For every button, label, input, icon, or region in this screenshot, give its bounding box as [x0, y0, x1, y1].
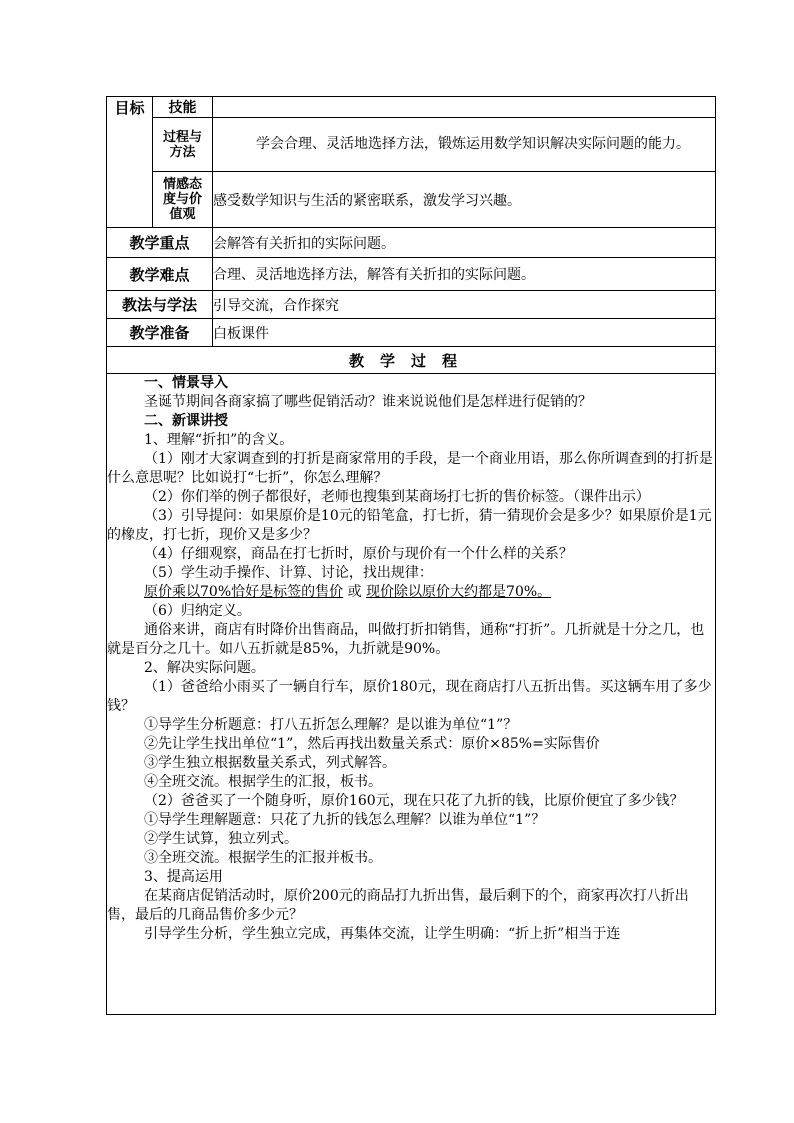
paragraph: 引导学生分析，学生独立完成，再集体交流，让学生明确：“折上折”相当于连	[144, 926, 621, 942]
paragraph: ①导学生理解题意：只花了九折的钱怎么理解？以谁为单位“1”？	[144, 812, 546, 828]
paragraph: （2）你们举的例子都很好，老师也搜集到某商场打七折的售价标签。（课件出示）	[144, 489, 650, 505]
preparation-value: 白板课件	[213, 319, 716, 347]
rule-b: 现价除以原价大约都是70%。	[366, 584, 552, 600]
rule-line	[107, 583, 715, 602]
paragraph: ③学生独立根据数量关系式，列式解答。	[144, 755, 396, 771]
key-point-label: 教学重点	[107, 228, 213, 258]
preparation-label: 教学准备	[107, 319, 213, 347]
rule-or: 或	[347, 584, 362, 600]
process-content	[107, 374, 716, 1015]
paragraph: （1）爸爸给小雨买了一辆自行车，原价180元，现在商店打八五折出售。买这辆车用了多少钱？	[107, 679, 712, 714]
subheading: 2、解决实际问题。	[144, 660, 265, 676]
difficulty-value: 合理、灵活地选择方法，解答有关折扣的实际问题。	[213, 258, 716, 291]
rule-a: 原价乘以70%恰好是标签的售价	[144, 584, 344, 600]
difficulty-label: 教学难点	[107, 258, 213, 291]
paragraph: 通俗来讲，商店有时降价出售商品，叫做打折扣销售，通称“打折”。几折就是十分之几，也就是百分之几十。如八五折就是85%，九折就是90%。	[107, 622, 705, 657]
lesson-plan-table	[106, 96, 716, 1015]
paragraph: （2）爸爸买了一个随身听，原价160元，现在只花了九折的钱，比原价便宜了多少钱？	[144, 793, 684, 809]
key-point-value: 会解答有关折扣的实际问题。	[213, 228, 716, 258]
paragraph: ②学生试算，独立列式。	[144, 831, 298, 847]
goals-label: 目标	[107, 97, 153, 228]
emotion-label: 情感态度与价值观	[153, 172, 213, 228]
subheading: 3、提高运用	[144, 869, 223, 885]
paragraph: 圣诞节期间各商家搞了哪些促销活动？谁来说说他们是怎样进行促销的？	[144, 394, 592, 410]
section-heading: 一、情景导入	[144, 375, 228, 391]
method-label: 教法与学法	[107, 291, 213, 319]
paragraph: （3）引导提问：如果原价是10元的铅笔盒，打七折，猜一猜现价会是多少？如果原价是1元的橡皮，打七折，现价又是多少？	[107, 508, 712, 543]
paragraph: ②先让学生找出单位“1”，然后再找出数量关系式：原价×85%=实际售价	[144, 736, 600, 752]
process-title: 教学过程	[107, 347, 716, 374]
section-heading: 二、新课讲授	[144, 413, 228, 429]
paragraph: 在某商店促销活动时，原价200元的商品打九折出售，最后剩下的个，商家再次打八折出售，最后的几商品售价多少元？	[107, 888, 689, 923]
paragraph: （5）学生动手操作、计算、讨论，找出规律：	[144, 565, 433, 581]
paragraph: （1）刚才大家调查到的打折是商家常用的手段，是一个商业用语，那么你所调查到的打折是什么意思呢？比如说打“七折”，你怎么理解？	[107, 451, 713, 486]
paragraph: （4）仔细观察，商品在打七折时，原价与现价有一个什么样的关系？	[144, 546, 573, 562]
method-value: 引导交流，合作探究	[213, 291, 716, 319]
skill-value	[213, 97, 716, 118]
emotion-value: 感受数学知识与生活的紧密联系，激发学习兴趣。	[213, 172, 716, 228]
paragraph: ①导学生分析题意：打八五折怎么理解？是以谁为单位“1”？	[144, 717, 518, 733]
subheading: 1、理解“折扣”的含义。	[144, 432, 294, 448]
paragraph: ③全班交流。根据学生的汇报并板书。	[144, 850, 382, 866]
paragraph: ④全班交流。根据学生的汇报，板书。	[144, 774, 382, 790]
process-method-value: 学会合理、灵活地选择方法，锻炼运用数学知识解决实际问题的能力。	[213, 118, 716, 172]
process-method-label: 过程与方法	[153, 118, 213, 172]
skill-label: 技能	[153, 97, 213, 118]
paragraph: （6）归纳定义。	[144, 603, 251, 619]
